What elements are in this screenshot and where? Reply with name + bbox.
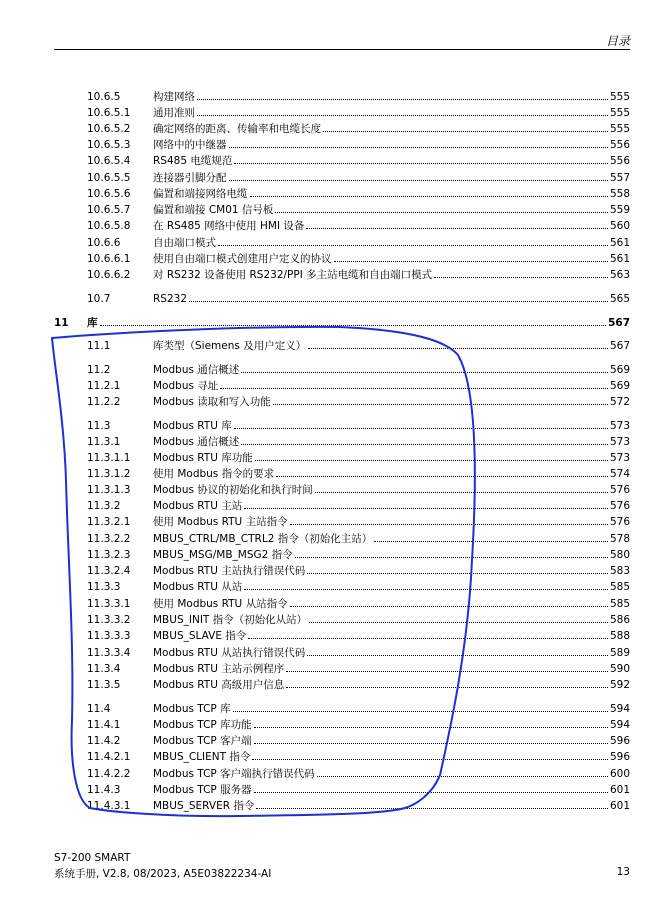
toc-entry-page: 600 (609, 768, 630, 780)
toc-entry-number: 11.3.1.2 (87, 468, 131, 480)
toc-entry-title-line (153, 579, 630, 595)
footer-product: S7-200 SMART (54, 852, 131, 864)
toc-entry-title-line (153, 291, 630, 307)
toc-entry-title-line (153, 466, 630, 482)
toc-leader-dots (229, 137, 608, 148)
toc-entry-title: Modbus 读取和写入功能 (153, 396, 271, 408)
toc-entry[interactable] (0, 645, 656, 661)
toc-entry-number: 11.1 (87, 340, 111, 352)
toc-entry-title-line (153, 235, 630, 251)
toc-entry[interactable] (0, 547, 656, 563)
toc-entry-page: 567 (609, 340, 630, 352)
toc-entry[interactable] (0, 798, 656, 814)
toc-entry-page: 592 (609, 679, 630, 691)
toc-entry-page: 576 (609, 516, 630, 528)
toc-entry-page: 567 (608, 317, 630, 329)
toc-entry-number: 11.3.1.3 (87, 484, 131, 496)
toc-entry[interactable] (0, 661, 656, 677)
toc-entry-number: 10.6.5.7 (87, 204, 131, 216)
toc-entry-number: 11.3.3.4 (87, 647, 131, 659)
toc-leader-dots (276, 466, 608, 477)
toc-entry-page: 555 (609, 91, 630, 103)
toc-entry-title-line (153, 766, 630, 782)
toc-entry-number: 11 (54, 317, 69, 329)
toc-entry[interactable] (0, 394, 656, 410)
toc-entry-title-line (153, 661, 630, 677)
toc-entry[interactable] (0, 89, 656, 105)
toc-leader-dots (290, 514, 608, 525)
toc-entry-title-line (153, 645, 630, 661)
toc-entry[interactable] (0, 218, 656, 234)
toc-leader-dots (229, 170, 608, 181)
toc-entry-page: 556 (609, 139, 630, 151)
toc-entry-number: 11.3.1.1 (87, 452, 131, 464)
toc-entry-number: 11.3.3.2 (87, 614, 131, 626)
toc-entry-title-line (153, 749, 630, 765)
toc-entry-title: 使用自由端口模式创建用户定义的协议 (153, 253, 332, 265)
toc-entry-page: 576 (609, 500, 630, 512)
toc-leader-dots (234, 153, 608, 164)
toc-entry-title: Modbus 通信概述 (153, 364, 240, 376)
toc-entry-number: 10.6.6 (87, 237, 121, 249)
toc-leader-dots (286, 661, 608, 672)
toc-entry[interactable] (0, 434, 656, 450)
toc-entry[interactable] (0, 153, 656, 169)
toc-entry[interactable] (0, 378, 656, 394)
toc-entry-title-line (153, 798, 630, 814)
toc-entry[interactable] (0, 701, 656, 717)
toc-entry-title: RS232 (153, 293, 188, 305)
toc-entry-page: 585 (609, 598, 630, 610)
toc-entry[interactable] (0, 121, 656, 137)
toc-entry[interactable] (0, 170, 656, 186)
toc-entry-title-line (153, 394, 630, 410)
toc-entry-number: 11.3.3.1 (87, 598, 131, 610)
toc-entry[interactable] (0, 251, 656, 267)
toc-entry-page: 573 (609, 436, 630, 448)
toc-entry-page: 596 (609, 735, 630, 747)
toc-entry-title: MBUS_MSG/MB_MSG2 指令 (153, 549, 293, 561)
toc-entry-title: Modbus TCP 库 (153, 703, 231, 715)
toc-entry-page: 578 (609, 533, 630, 545)
toc-leader-dots (248, 628, 608, 639)
toc-entry-page: 561 (609, 253, 630, 265)
toc-entry-title: MBUS_SERVER 指令 (153, 800, 255, 812)
toc-entry-title: MBUS_CLIENT 指令 (153, 751, 251, 763)
toc-entry-title-line (153, 418, 630, 434)
toc-entry[interactable] (0, 450, 656, 466)
toc-leader-dots (218, 235, 608, 246)
toc-leader-dots (295, 547, 608, 558)
toc-entry[interactable] (0, 482, 656, 498)
toc-entry-title: MBUS_SLAVE 指令 (153, 630, 247, 642)
toc-entry[interactable] (0, 596, 656, 612)
toc-entry-number: 11.3.2.2 (87, 533, 131, 545)
toc-entry-page: 574 (609, 468, 630, 480)
toc-entry[interactable] (0, 186, 656, 202)
toc-entry-number: 10.6.6.1 (87, 253, 131, 265)
toc-leader-dots (290, 596, 608, 607)
toc-entry[interactable] (0, 137, 656, 153)
toc-entry-title-line (153, 202, 630, 218)
toc-entry-page: 590 (609, 663, 630, 675)
toc-entry-title: 确定网络的距离、传输率和电缆长度 (153, 123, 321, 135)
toc-chapter-entry[interactable] (0, 315, 656, 331)
toc-entry-number: 10.6.5.4 (87, 155, 131, 167)
toc-leader-dots (255, 450, 608, 461)
toc-leader-dots (100, 315, 607, 326)
toc-entry-number: 11.4.2.2 (87, 768, 131, 780)
toc-entry-number: 10.6.5.3 (87, 139, 131, 151)
toc-entry-title-line (153, 186, 630, 202)
toc-entry-title: 使用 Modbus 指令的要求 (153, 468, 275, 480)
toc-entry-page: 555 (609, 123, 630, 135)
toc-entry[interactable] (0, 202, 656, 218)
toc-entry-number: 11.4.3.1 (87, 800, 131, 812)
toc-entry-page: 561 (609, 237, 630, 249)
toc-entry-title: Modbus RTU 主站示例程序 (153, 663, 285, 675)
toc-entry-number: 10.7 (87, 293, 111, 305)
toc-entry-page: 569 (609, 380, 630, 392)
toc-entry-number: 11.3.2.1 (87, 516, 131, 528)
toc-entry-number: 11.3.1 (87, 436, 121, 448)
toc-entry-number: 11.3.3.3 (87, 630, 131, 642)
toc-leader-dots (273, 394, 608, 405)
toc-entry[interactable] (0, 291, 656, 307)
toc-leader-dots (307, 645, 608, 656)
toc-entry-number: 10.6.5.5 (87, 172, 131, 184)
toc-entry-title: Modbus RTU 从站 (153, 581, 243, 593)
toc-entry-title: 连接器引脚分配 (153, 172, 227, 184)
toc-leader-dots (256, 798, 608, 809)
toc-leader-dots (317, 766, 608, 777)
toc-entry-title: 库 (87, 317, 98, 329)
toc-entry-title: Modbus RTU 从站执行错误代码 (153, 647, 306, 659)
toc-entry-title-line (153, 498, 630, 514)
toc-entry-title-line (153, 547, 630, 563)
toc-leader-dots (252, 749, 608, 760)
toc-entry[interactable] (0, 338, 656, 354)
toc-entry-title-line (153, 782, 630, 798)
toc-entry[interactable] (0, 514, 656, 530)
toc-entry-page: 563 (609, 269, 630, 281)
toc-entry-title: 偏置和端接网络电缆 (153, 188, 248, 200)
toc-entry-title: Modbus TCP 客户端执行错误代码 (153, 768, 315, 780)
toc-entry-title-line (153, 677, 630, 693)
toc-leader-dots (197, 105, 608, 116)
toc-entry-page: 585 (609, 581, 630, 593)
toc-entry[interactable] (0, 717, 656, 733)
toc-entry[interactable] (0, 498, 656, 514)
toc-entry-title-line (153, 121, 630, 137)
toc-leader-dots (250, 186, 608, 197)
toc-entry[interactable] (0, 563, 656, 579)
toc-entry-title: Modbus TCP 库功能 (153, 719, 252, 731)
toc-entry[interactable] (0, 105, 656, 121)
header-title: 目录 (605, 34, 630, 48)
toc-entry-number: 11.2 (87, 364, 111, 376)
toc-entry-page: 594 (609, 703, 630, 715)
toc-entry-title-line (153, 531, 630, 547)
toc-leader-dots (374, 531, 608, 542)
toc-entry-page: 573 (609, 452, 630, 464)
toc-leader-dots (254, 733, 608, 744)
toc-entry-page: 559 (609, 204, 630, 216)
toc-entry-page: 580 (609, 549, 630, 561)
toc-leader-dots (241, 434, 608, 445)
toc-entry-number: 11.4.2 (87, 735, 121, 747)
toc-entry-page: 588 (609, 630, 630, 642)
toc-entry-title: Modbus 通信概述 (153, 436, 240, 448)
toc-entry-title: 使用 Modbus RTU 主站指令 (153, 516, 288, 528)
toc-leader-dots (234, 418, 608, 429)
toc-leader-dots (275, 202, 608, 213)
toc-entry-title: 对 RS232 设备使用 RS232/PPI 多主站电缆和自由端口模式 (153, 269, 433, 281)
toc-entry[interactable] (0, 766, 656, 782)
toc-entry[interactable] (0, 782, 656, 798)
toc-entry-page: 565 (609, 293, 630, 305)
toc-entry-number: 11.3.5 (87, 679, 121, 691)
toc-leader-dots (334, 251, 608, 262)
toc-entry-number: 10.6.5.8 (87, 220, 131, 232)
toc-entry-number: 11.4.3 (87, 784, 121, 796)
toc-entry-number: 11.3.2.3 (87, 549, 131, 561)
toc-leader-dots (241, 362, 608, 373)
toc-entry-number: 11.2.1 (87, 380, 121, 392)
toc-entry-number: 11.3 (87, 420, 111, 432)
toc-entry-page: 572 (609, 396, 630, 408)
toc-entry-page: 596 (609, 751, 630, 763)
toc-entry-page: 594 (609, 719, 630, 731)
toc-entry-title: 通用准则 (153, 107, 195, 119)
toc-entry-number: 11.4 (87, 703, 111, 715)
toc-entry-number: 11.3.4 (87, 663, 121, 675)
toc-entry-title-line (153, 733, 630, 749)
toc-entry-page: 558 (609, 188, 630, 200)
toc-leader-dots (233, 701, 608, 712)
toc-entry-title-line (153, 378, 630, 394)
toc-entry-title: Modbus 协议的初始化和执行时间 (153, 484, 313, 496)
toc-leader-dots (307, 563, 608, 574)
toc-entry-title-line (153, 137, 630, 153)
toc-entry-title-line (153, 482, 630, 498)
toc-leader-dots (315, 482, 608, 493)
toc-entry-number: 11.3.2 (87, 500, 121, 512)
toc-entry-title-line (153, 612, 630, 628)
toc-entry-title: RS485 电缆规范 (153, 155, 233, 167)
toc-entry-page: 557 (609, 172, 630, 184)
toc-entry[interactable] (0, 628, 656, 644)
toc-entry[interactable] (0, 418, 656, 434)
toc-entry-page: 583 (609, 565, 630, 577)
footer-manual: 系统手册, V2.8, 08/2023, A5E03822234-AI (54, 868, 272, 880)
toc-entry-page: 573 (609, 420, 630, 432)
toc-entry-title-line (153, 434, 630, 450)
toc-entry[interactable] (0, 466, 656, 482)
toc-entry-title-line (153, 267, 630, 283)
toc-entry-title: Modbus RTU 库功能 (153, 452, 253, 464)
toc-entry-title: MBUS_INIT 指令（初始化从站） (153, 614, 308, 626)
toc-leader-dots (306, 218, 608, 229)
toc-entry-title-line (153, 338, 630, 354)
toc-leader-dots (244, 498, 608, 509)
toc-entry-page: 555 (609, 107, 630, 119)
toc-entry[interactable] (0, 612, 656, 628)
toc-entry-title-line (153, 596, 630, 612)
toc-entry-title: 在 RS485 网络中使用 HMI 设备 (153, 220, 305, 232)
toc-leader-dots (286, 677, 608, 688)
toc-entry-title-line (153, 563, 630, 579)
toc-entry-page: 569 (609, 364, 630, 376)
toc-entry-number: 11.4.2.1 (87, 751, 131, 763)
toc-entry-number: 10.6.5 (87, 91, 121, 103)
toc-entry[interactable] (0, 235, 656, 251)
toc-entry-title: Modbus 寻址 (153, 380, 219, 392)
toc-entry-page: 589 (609, 647, 630, 659)
toc-entry-number: 10.6.6.2 (87, 269, 131, 281)
toc-leader-dots (254, 782, 608, 793)
toc-leader-dots (244, 579, 608, 590)
toc-entry-title: 自由端口模式 (153, 237, 216, 249)
toc-leader-dots (309, 612, 608, 623)
toc-entry-title: 库类型（Siemens 及用户定义） (153, 340, 307, 352)
toc-entry[interactable] (0, 362, 656, 378)
toc-entry-page: 560 (609, 220, 630, 232)
toc-entry-title-line (153, 514, 630, 530)
toc-entry-title: Modbus RTU 主站执行错误代码 (153, 565, 306, 577)
toc-entry-number: 11.3.3 (87, 581, 121, 593)
toc-entry-title: 构建网络 (153, 91, 195, 103)
toc-entry-title: Modbus RTU 主站 (153, 500, 243, 512)
toc-entry-page: 576 (609, 484, 630, 496)
toc-leader-dots (434, 267, 608, 278)
toc-entry-title-line (153, 701, 630, 717)
toc-entry-title: 网络中的中继器 (153, 139, 227, 151)
toc-entry-title-line (153, 717, 630, 733)
toc-entry-title-line (153, 89, 630, 105)
toc-entry[interactable] (0, 749, 656, 765)
toc-entry-page: 601 (609, 784, 630, 796)
toc-entry-title-line (153, 218, 630, 234)
toc-entry-page: 601 (609, 800, 630, 812)
toc-entry-title: MBUS_CTRL/MB_CTRL2 指令（初始化主站） (153, 533, 373, 545)
toc-entry-title-line (153, 628, 630, 644)
toc-entry-title: 使用 Modbus RTU 从站指令 (153, 598, 288, 610)
toc-entry[interactable] (0, 677, 656, 693)
toc-entry-title-line (153, 105, 630, 121)
toc-entry-title-line (153, 251, 630, 267)
toc-entry-title: Modbus TCP 服务器 (153, 784, 252, 796)
toc-entry-number: 10.6.5.1 (87, 107, 131, 119)
toc-entry-number: 10.6.5.6 (87, 188, 131, 200)
toc-entry-number: 11.4.1 (87, 719, 121, 731)
toc-leader-dots (197, 89, 608, 100)
toc-leader-dots (308, 338, 608, 349)
toc-entry-number: 11.3.2.4 (87, 565, 131, 577)
toc-entry-title-line (153, 450, 630, 466)
toc-entry-title-line (153, 153, 630, 169)
toc-entry-title-line (153, 170, 630, 186)
toc-entry-page: 586 (609, 614, 630, 626)
footer-page-number: 13 (616, 866, 630, 878)
toc-entry[interactable] (0, 579, 656, 595)
toc-entry[interactable] (0, 267, 656, 283)
toc-leader-dots (323, 121, 608, 132)
toc-entry[interactable] (0, 733, 656, 749)
toc-entry-title: Modbus RTU 高级用户信息 (153, 679, 285, 691)
toc-entry-title: Modbus RTU 库 (153, 420, 232, 432)
toc-entry[interactable] (0, 531, 656, 547)
toc-entry-title-line (87, 315, 630, 331)
toc-entry-title-line (153, 362, 630, 378)
toc-leader-dots (254, 717, 608, 728)
toc-entry-page: 556 (609, 155, 630, 167)
toc-entry-title: 偏置和端接 CM01 信号板 (153, 204, 274, 216)
toc-entry-number: 11.2.2 (87, 396, 121, 408)
toc-entry-title: Modbus TCP 客户端 (153, 735, 252, 747)
toc-entry-number: 10.6.5.2 (87, 123, 131, 135)
toc-leader-dots (220, 378, 608, 389)
toc-leader-dots (189, 291, 608, 302)
